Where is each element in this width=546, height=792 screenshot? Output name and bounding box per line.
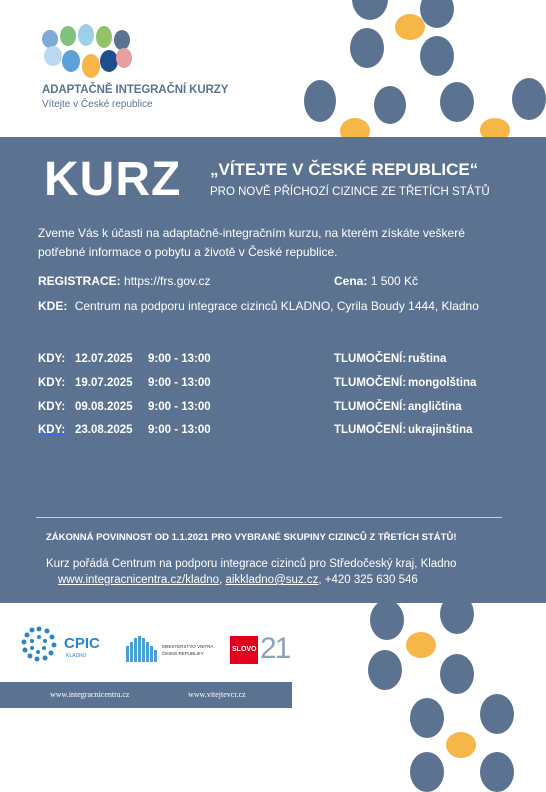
bottom-link-integracnicentra[interactable]: www.integracnicentra.cz <box>50 690 130 699</box>
slovo21-logo <box>230 634 294 666</box>
price-label: Cena: <box>334 274 368 288</box>
bottom-link-vitejtevcr[interactable]: www.vitejtevcr.cz <box>188 690 246 699</box>
place-label: KDE: <box>38 299 68 313</box>
place-row <box>38 299 479 313</box>
registration-label: REGISTRACE: <box>38 274 121 288</box>
registration-row <box>38 274 211 288</box>
course-name: „VÍTEJTE V ČESKÉ REPUBLICE“ <box>210 160 479 179</box>
legal-obligation: ZÁKONNÁ POVINNOST OD 1.1.2021 PRO VYBRANÉ SKUPINY CIZINCŮ Z TŘETÍCH STÁTŮ! <box>46 532 457 543</box>
session-language: angličtina <box>408 401 462 413</box>
session-interp-label: TLUMOČENÍ: <box>334 401 407 413</box>
cpic-logo-mark <box>20 625 58 663</box>
organizer-line: Kurz pořádá Centrum na podporu integrace cizinců pro Středočeský kraj, Kladno <box>46 558 457 570</box>
decorative-flowers-bottom <box>340 580 546 772</box>
divider <box>36 517 502 518</box>
session-language: ukrajinština <box>408 424 473 436</box>
session-date: 09.08.2025 <box>75 401 133 413</box>
session-when-label: KDY: <box>38 377 66 389</box>
session-when-label: KDY: <box>38 401 66 413</box>
ministry-logo <box>126 636 216 666</box>
contact-separator: , <box>219 574 226 586</box>
bottom-link-band <box>0 682 292 708</box>
ministry-emblem-icon <box>126 636 158 662</box>
cpic-logo <box>20 625 110 665</box>
place-value: Centrum na podporu integrace cizinců KLADNO, Cyrila Boudy 1444, Kladno <box>74 299 479 313</box>
session-interp-label: TLUMOČENÍ: <box>334 353 407 365</box>
session-time: 9:00 - 13:00 <box>148 353 211 365</box>
session-interp-label: TLUMOČENÍ: <box>334 424 407 436</box>
session-time: 9:00 - 13:00 <box>148 377 211 389</box>
website-link[interactable]: www.integracnicentra.cz/kladno <box>58 574 220 586</box>
session-date: 12.07.2025 <box>75 353 133 365</box>
intro-line-1: Zveme Vás k účasti na adaptačně-integračním kurzu, na kterém získáte veškeré <box>38 226 465 240</box>
cpic-name: CPIC <box>64 635 100 652</box>
cpic-sub: KLADNO <box>66 653 87 659</box>
decorative-flowers-top <box>300 0 546 137</box>
session-interp-label: TLUMOČENÍ: <box>334 377 407 389</box>
brand-subtitle: Vítejte v České republice <box>42 99 153 110</box>
session-when-label: KDY: <box>38 424 66 436</box>
session-language: mongolština <box>408 377 477 389</box>
session-time: 9:00 - 13:00 <box>148 401 211 413</box>
ministry-name-1: MINISTERSTVO VNITRA <box>162 644 214 649</box>
phone-number: , +420 325 630 546 <box>318 574 418 586</box>
session-language: ruština <box>408 353 447 365</box>
kurz-heading: KURZ <box>44 153 182 206</box>
slovo-text: SLOVO <box>232 646 257 653</box>
registration-link[interactable]: https://frs.gov.cz <box>124 274 211 288</box>
price-row <box>334 274 418 288</box>
session-date: 19.07.2025 <box>75 377 133 389</box>
slovo-number: 21 <box>260 632 290 665</box>
email-link[interactable]: aikkladno@suz.cz <box>225 574 319 586</box>
session-time: 9:00 - 13:00 <box>148 424 211 436</box>
session-date: 23.08.2025 <box>75 424 133 436</box>
course-subtitle: PRO NOVĚ PŘÍCHOZÍ CIZINCE ZE TŘETÍCH STÁTŮ <box>210 186 490 198</box>
session-when-label: KDY: <box>38 353 66 365</box>
price-value: 1 500 Kč <box>370 274 419 288</box>
intro-line-2: potřebné informace o pobytu a životě v České republice. <box>38 245 338 259</box>
ministry-name-2: ČESKÉ REPUBLIKY <box>162 651 204 656</box>
brand-title: ADAPTAČNĚ INTEGRAČNÍ KURZY <box>42 84 229 96</box>
brand-logo <box>42 22 132 82</box>
